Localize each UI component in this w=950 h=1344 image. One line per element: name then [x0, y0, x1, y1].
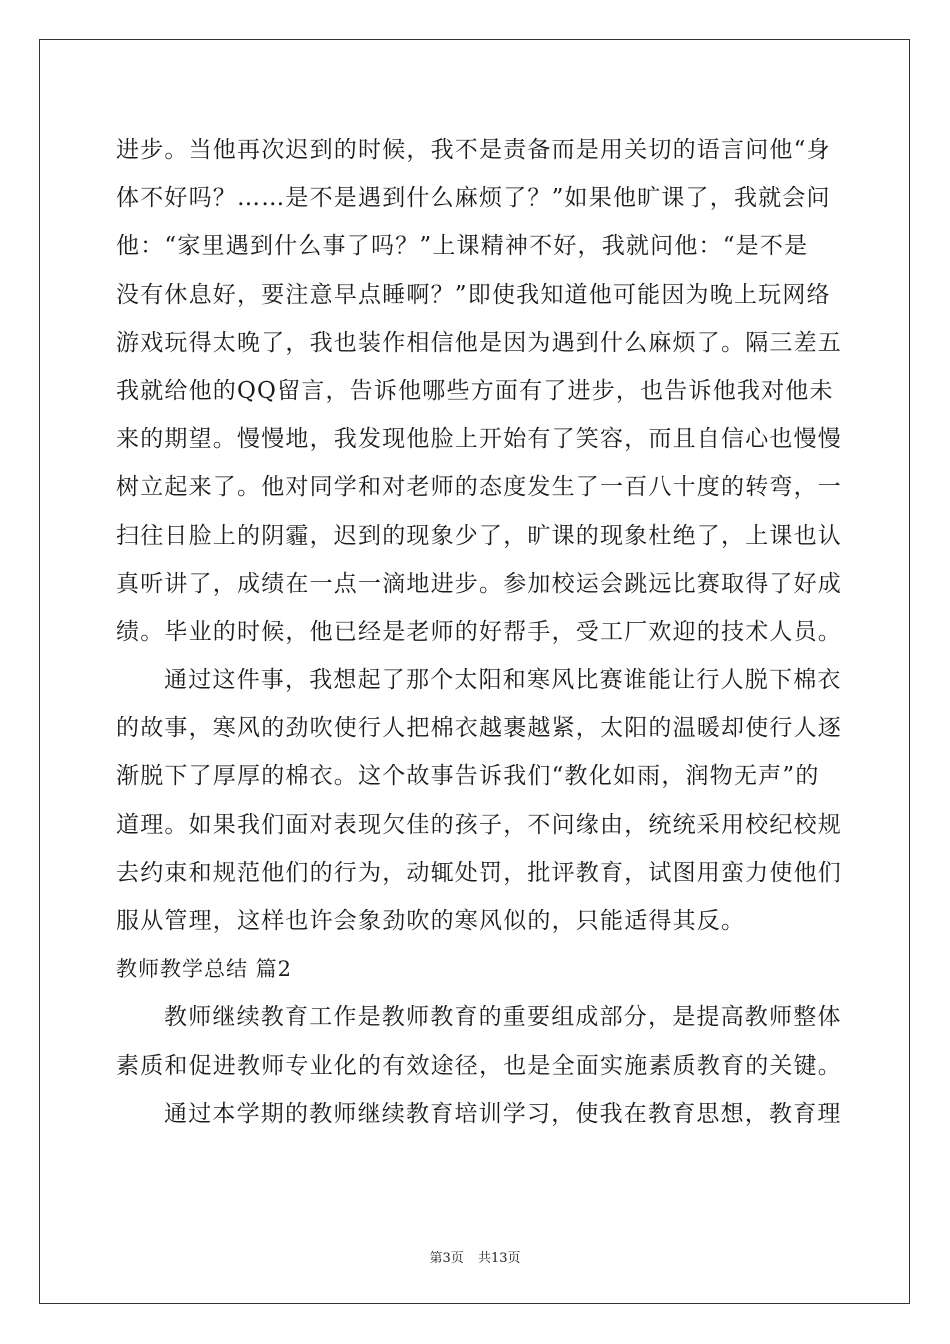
paragraph-start-line: 通过这件事，我想起了那个太阳和寒风比赛谁能让行人脱下棉衣: [164, 667, 842, 694]
text-line: 进步。当他再次迟到的时候，我不是责备而是用关切的语言问他“身: [116, 137, 831, 163]
text-line: 树立起来了。他对同学和对老师的态度发生了一百八十度的转弯，一: [116, 474, 842, 501]
paragraph-start-line: 通过本学期的教师继续教育培训学习，使我在教育思想，教育理: [164, 1100, 842, 1127]
text-line: 道理。如果我们面对表现欠佳的孩子，不问缘由，统统采用校纪校规: [116, 811, 842, 838]
page-number: 第3页: [429, 1251, 464, 1266]
page-footer: [0, 1247, 950, 1266]
text-line: 绩。毕业的时候，他已经是老师的好帮手，受工厂欢迎的技术人员。: [116, 618, 842, 645]
page-total: 共13页: [477, 1251, 521, 1266]
document-body: [116, 126, 842, 1138]
text-line: 素质和促进教师专业化的有效途径，也是全面实施素质教育的关键。: [116, 1052, 842, 1079]
text-line: 他：“家里遇到什么事了吗？”上课精神不好，我就问他：“是不是: [116, 233, 809, 260]
section-heading: 教师教学总结 篇2: [116, 957, 293, 982]
text-line: 去约束和规范他们的行为，动辄处罚，批评教育，试图用蛮力使他们: [116, 859, 842, 886]
text-line: 来的期望。慢慢地，我发现他脸上开始有了笑容，而且自信心也慢慢: [116, 426, 842, 453]
text-line: 体不好吗？……是不是遇到什么麻烦了？”如果他旷课了，我就会问: [116, 185, 831, 212]
text-line: 真听讲了，成绩在一点一滴地进步。参加校运会跳远比赛取得了好成: [116, 570, 842, 597]
paragraph-start-line: 教师继续教育工作是教师教育的重要组成部分，是提高教师整体: [164, 1004, 842, 1031]
text-line: 我就给他的QQ留言，告诉他哪些方面有了进步，也告诉他我对他未: [116, 377, 834, 404]
text-line: 扫往日脸上的阴霾，迟到的现象少了，旷课的现象杜绝了，上课也认: [116, 522, 842, 549]
text-line: 游戏玩得太晚了，我也装作相信他是因为遇到什么麻烦了。隔三差五: [116, 329, 842, 356]
text-line: 没有休息好，要注意早点睡啊？”即使我知道他可能因为晚上玩网络: [116, 281, 831, 308]
text-line: 渐脱下了厚厚的棉衣。这个故事告诉我们“教化如雨，润物无声”的: [116, 763, 820, 790]
text-line: 服从管理，这样也许会象劲吹的寒风似的，只能适得其反。: [116, 908, 746, 934]
text-line: 的故事，寒风的劲吹使行人把棉衣越裹越紧，太阳的温暖却使行人逐: [116, 715, 842, 742]
